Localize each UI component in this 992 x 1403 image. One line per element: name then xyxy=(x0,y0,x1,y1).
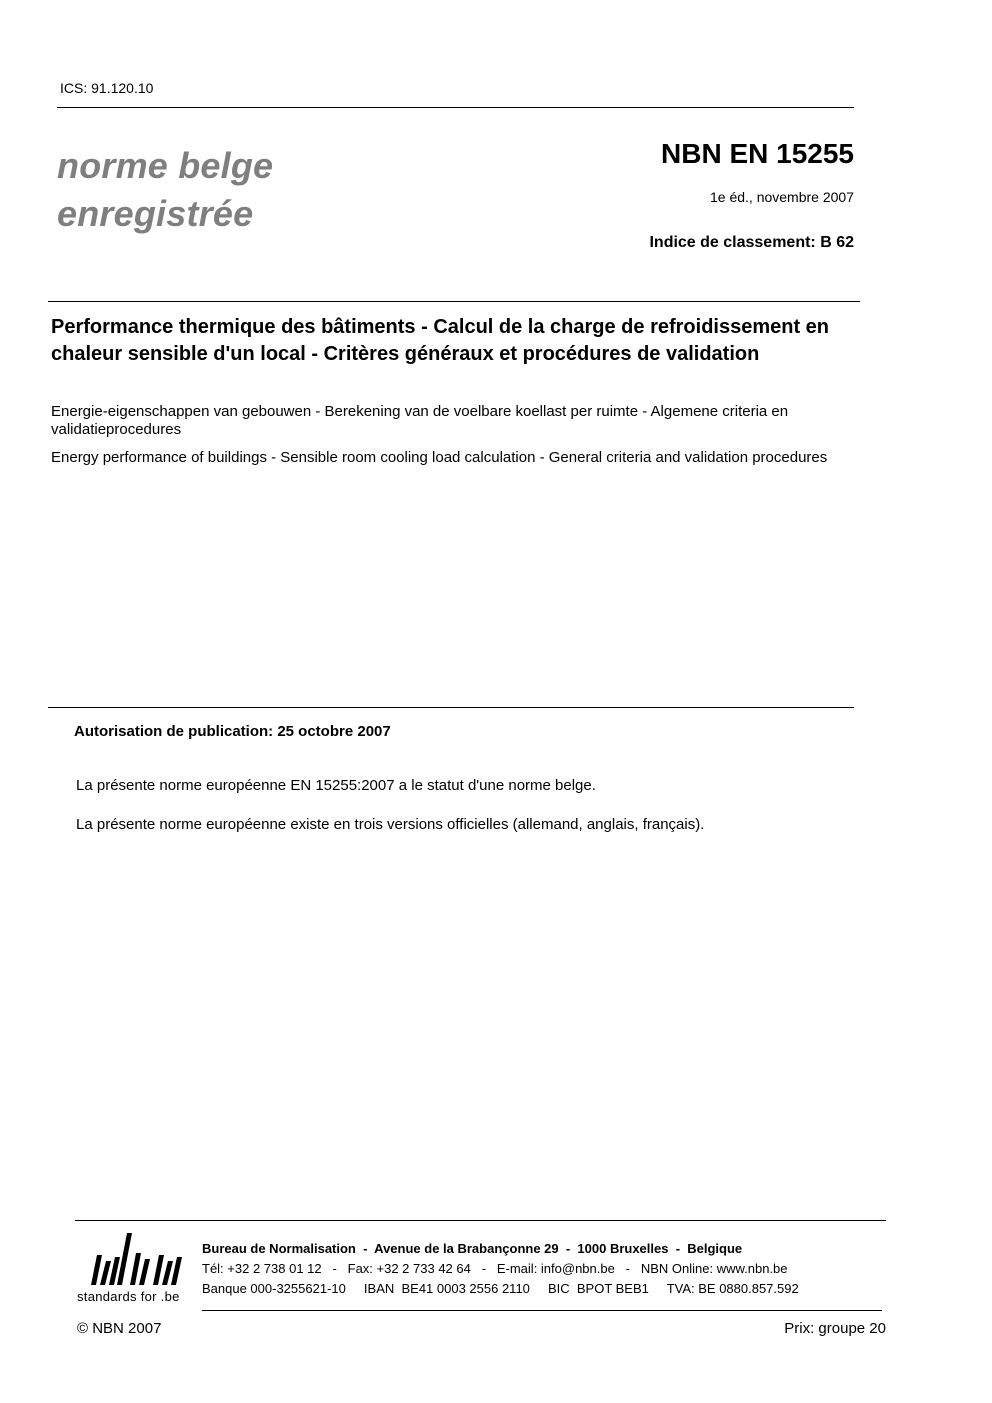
standard-number: NBN EN 15255 xyxy=(661,138,854,169)
footer-address: Bureau de Normalisation - Avenue de la Brabançonne 29 - 1000 Bruxelles - Belgique xyxy=(202,1241,743,1256)
norme-belge-heading xyxy=(57,142,273,238)
footer-top-divider xyxy=(75,1220,886,1221)
ics-code: ICS: 91.120.10 xyxy=(60,80,154,96)
title-dutch: Energie-eigenschappen van gebouwen - Berekening van de voelbare koellast per ruimte - Algemene criteria en validatieprocedures xyxy=(51,403,789,438)
body-divider xyxy=(48,707,854,708)
publication-authorization: Autorisation de publication: 25 octobre 2007 xyxy=(74,723,391,740)
status-paragraph: La présente norme européenne EN 15255:2007 a le statut d'une norme belge. xyxy=(76,777,596,794)
footer-contact: Tél: +32 2 738 01 12 - Fax: +32 2 733 42 64 - E-mail: info@nbn.be - NBN Online: www.nbn.be xyxy=(202,1261,788,1276)
logo-tagline: standards for .be xyxy=(77,1289,180,1304)
copyright: © NBN 2007 xyxy=(77,1320,162,1337)
classification-index: Indice de classement: B 62 xyxy=(649,234,854,251)
norme-line-2: enregistrée xyxy=(57,193,254,234)
edition-date: 1e éd., novembre 2007 xyxy=(710,189,854,205)
norme-line-1: norme belge xyxy=(57,145,274,186)
price-group: Prix: groupe 20 xyxy=(784,1320,886,1337)
footer-bank-details: Banque 000-3255621-10 IBAN BE41 0003 2556 2110 BIC BPOT BEB1 TVA: BE 0880.857.592 xyxy=(202,1281,799,1296)
versions-paragraph: La présente norme européenne existe en trois versions officielles (allemand, anglais, français). xyxy=(76,816,705,833)
title-french: Performance thermique des bâtiments - Calcul de la charge de refroidissement en chaleur sensible d'un local - Critères généraux et procédures de validation xyxy=(51,316,830,365)
header-divider xyxy=(57,107,854,108)
footer-bottom-divider xyxy=(202,1310,882,1311)
title-divider xyxy=(48,301,860,302)
title-english: Energy performance of buildings - Sensible room cooling load calculation - General criteria and validation procedures xyxy=(51,449,828,466)
